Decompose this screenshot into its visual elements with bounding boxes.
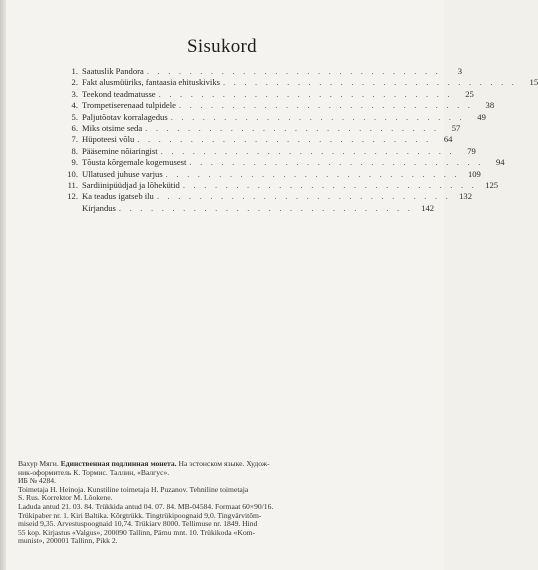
russian-title: Единственная подлинная монета. xyxy=(60,459,177,468)
toc-entry-number: 2. xyxy=(71,77,78,88)
toc-entry-number: 1. xyxy=(71,66,78,76)
dot-leader: . . . . . . . . . . . . . . . . . . . . . . . . . . . . xyxy=(160,145,455,156)
toc-entry[interactable] xyxy=(62,88,474,100)
toc-entry[interactable] xyxy=(62,191,473,202)
toc-entry-number: 9. xyxy=(71,157,78,168)
toc-entry-page: 94 xyxy=(495,157,505,168)
toc-entry[interactable] xyxy=(62,179,499,191)
toc-entry-page: 57 xyxy=(451,122,461,133)
toc-entry-page: 38 xyxy=(485,100,495,111)
toc-entry-number: 11. xyxy=(67,179,78,190)
toc-entry-title: Sardiinipüüdjad ja lõhekütid xyxy=(82,179,180,190)
toc-entry-number: 7. xyxy=(71,134,78,145)
colophon-line-print-run: miseid 9,35. Arvestuspoognaid 10,74. Trükiarv 8000. Tellimuse nr. 1849. Hind xyxy=(18,519,258,529)
toc-entry-page: 64 xyxy=(443,134,453,145)
toc-entry-number: 6. xyxy=(71,122,78,133)
toc-entry-title: Kirjandus xyxy=(82,202,116,213)
toc-entry[interactable] xyxy=(62,145,476,157)
toc-entry[interactable] xyxy=(62,100,495,111)
toc-entry-title: Pääsemine nõiaringist xyxy=(82,145,158,156)
toc-entry[interactable] xyxy=(62,66,462,77)
toc-entry-title: Paljutõotav korralagedus xyxy=(82,111,168,122)
toc-entry-page: 109 xyxy=(467,168,481,179)
toc-entry-title: Ullatused juhuse varjus xyxy=(82,168,163,179)
dot-leader: . . . . . . . . . . . . . . . . . . . . . . . . . . . . xyxy=(146,66,441,76)
dot-leader: . . . . . . . . . . . . . . . . . . . . . . . . . . . . xyxy=(158,88,453,99)
toc-entry-page: 15 xyxy=(529,77,538,88)
dot-leader: . . . . . . . . . . . . . . . . . . . . . . . . . . . . xyxy=(165,168,460,179)
toc-entry[interactable] xyxy=(62,202,435,214)
toc-entry-number: 10. xyxy=(67,168,78,179)
dot-leader: . . . . . . . . . . . . . . . . . . . . . . . . . . . . xyxy=(137,134,432,145)
toc-entry[interactable] xyxy=(62,122,461,134)
page-title: Sisukord xyxy=(187,36,257,57)
toc-entry-title: Fakt alusmüüriks, fantaasia ehituskiviks xyxy=(82,77,220,88)
colophon-line-paper: Trükipaber nr. 1. Kiri Baltika. Kõrgtrükk. Tingtrükipoognaid 9,0. Tingvärvitõm- xyxy=(18,510,262,520)
toc-entry[interactable] xyxy=(62,111,486,123)
table-of-contents xyxy=(62,66,538,214)
colophon-line-designer: ник-оформитель К. Тормис. Таллин, «Валгус». xyxy=(18,467,170,477)
dot-leader: . . . . . . . . . . . . . . . . . . . . . . . . . . . . xyxy=(156,191,452,202)
dot-leader: . . . . . . . . . . . . . . . . . . . . . . . . . . . . xyxy=(170,111,465,122)
toc-entry-page: 79 xyxy=(467,145,476,156)
toc-entry-title: Tõusta kõrgemale kogemusest xyxy=(82,157,187,168)
dot-leader: . . . . . . . . . . . . . . . . . . . . . . . . . . . . xyxy=(118,202,414,213)
colophon-line-proofreader: S. Rus. Korrektor M. Lõokene. xyxy=(18,493,113,503)
toc-entry-title: Saatuslik Pandora xyxy=(82,66,144,76)
toc-entry-page: 142 xyxy=(421,202,435,213)
dot-leader: . . . . . . . . . . . . . . . . . . . . . . . . . . . . xyxy=(178,100,474,111)
toc-entry-page: 125 xyxy=(485,179,499,190)
toc-entry-title: Ka teadus igatseb ilu xyxy=(82,191,154,202)
toc-entry-number: 3. xyxy=(71,88,78,99)
toc-entry-page: 49 xyxy=(477,111,486,122)
toc-entry-title: Teekond teadmatusse xyxy=(82,88,156,99)
toc-entry-number: 8. xyxy=(71,145,78,156)
toc-entry-title: Miks otsime seda xyxy=(82,122,143,133)
dot-leader: . . . . . . . . . . . . . . . . . . . . . . . . . . . . xyxy=(182,179,478,190)
dot-leader: . . . . . . . . . . . . . . . . . . . . . . . . . . . . xyxy=(222,77,518,88)
toc-entry[interactable] xyxy=(62,157,505,168)
colophon xyxy=(18,460,426,546)
colophon-line-dates: Laduda antud 21. 03. 84. Trükkida antud 04. 07. 84. MB-04584. Formaat 60×90/16. xyxy=(18,501,274,511)
author-name: Вахур Мяги. xyxy=(18,459,59,468)
toc-entry-title: Hüpoteesi võlu xyxy=(82,134,135,145)
toc-entry-number: 12. xyxy=(67,191,78,202)
dot-leader: . . . . . . . . . . . . . . . . . . . . . . . . . . . . xyxy=(145,122,440,133)
colophon-line-printer: munist», 200001 Tallinn, Pikk 2. xyxy=(18,536,118,546)
colophon-line-publisher: 55 kop. Kirjastus «Valgus», 200090 Tallinn, Pärnu mnt. 10. Trükikoda «Kom- xyxy=(18,527,256,537)
toc-entry[interactable] xyxy=(62,168,481,180)
toc-entry-page: 3 xyxy=(457,66,462,76)
toc-entry-number: 5. xyxy=(71,111,78,122)
toc-entry-page: 25 xyxy=(465,88,474,99)
colophon-line-editors: Toimetaja H. Heinoja. Kunstiline toimetaja H. Puzanov. Tehniline toimetaja xyxy=(18,484,249,494)
toc-entry-page: 132 xyxy=(459,191,473,202)
toc-entry[interactable] xyxy=(62,77,538,88)
toc-entry[interactable] xyxy=(62,134,453,145)
dot-leader: . . . . . . . . . . . . . . . . . . . . . . . . . . . . xyxy=(189,157,484,168)
toc-entry-title: Trompetiserenaad tulpidele xyxy=(82,100,176,111)
toc-entry-number: 4. xyxy=(71,100,78,111)
language-note: На эстонском языке. Худож- xyxy=(178,459,270,468)
colophon-line-ib: ИБ № 4284. xyxy=(18,476,56,486)
